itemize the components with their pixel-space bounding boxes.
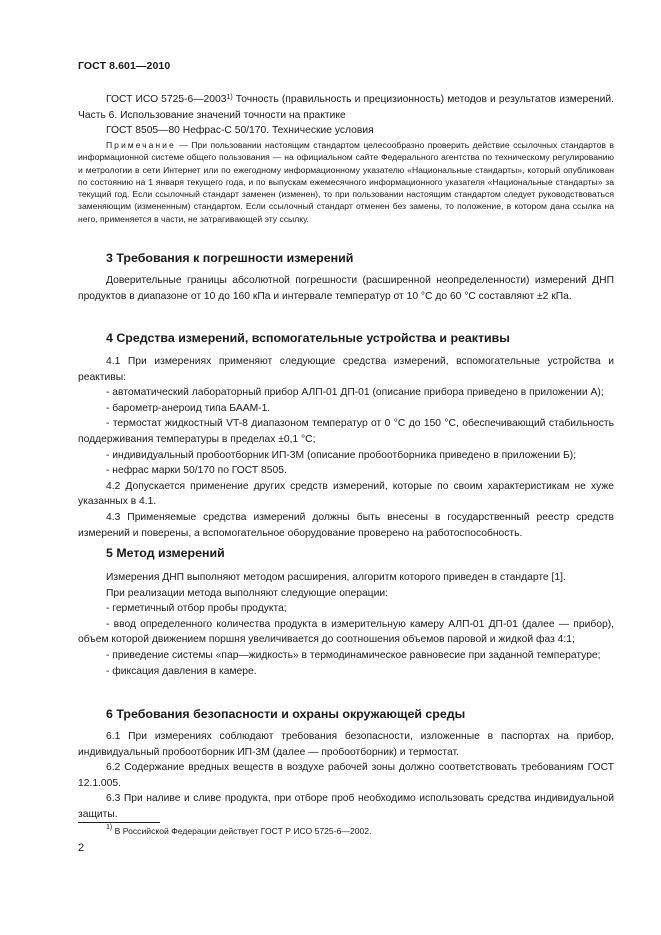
list-item: - нефрас марки 50/170 по ГОСТ 8505. [106,465,287,477]
footnote-mark: 1) [106,824,113,831]
page-number: 2 [78,842,85,854]
footnote-divider [78,822,160,823]
section-4-body: 4.1 При измерениях применяют следующие средства измерений, вспомогательные устройства и реактивы: - автоматический лабораторный прибор АЛП-01 ДП-01 (описание прибора приведено в приложении А); - барометр-анероид типа БААМ-1. - термостат жидкостный VT-8 диапазоном температур от 0 °С до 150 °С, обеспечивающий стабильность поддерживания температуры в пределах ±0,1 °С; - индивидуальный пробоотборник ИП-3М (описание пробоотборника приведено в приложении Б); - нефрас марки 50/170 по ГОСТ 8505. 4.2 Допускается применение других средств измерений, которые по своим характеристикам не хуже указанных в 4.1. 4.3 Применяемые средства измерений должны быть внесены в государственный реестр средств измерений и поверены, а вспомогательное оборудование проверено на работоспособность. [78,356,614,539]
normative-references [78,92,614,139]
reference-item: ГОСТ ИСО 5725-6—2003$^{1)}$ Точность (правильность и прецизионность) методов и результатов измерений. Часть 6. Использование значений точности на практике [78,94,614,121]
list-item: - автоматический лабораторный прибор АЛП-01 ДП-01 (описание прибора приведено в приложении А); [106,387,604,399]
section-6-body: 6.1 При измерениях соблюдают требования безопасности, изложенные в паспортах на прибор, индивидуальный пробоотборник ИП-3М (далее — пробоотборник) и термостат. 6.2 Содержание вредных веществ в воздухе рабочей зоны должно соответствовать требованиям ГОСТ 12.1.005. 6.3 При наливе и сливе продукта, при отборе проб необходимо использовать средства индивидуальной защиты. [78,731,614,820]
list-item: - индивидуальный пробоотборник ИП-3М (описание пробоотборника приведено в приложении Б); [106,449,577,461]
section-3-body: Доверительные границы абсолютной погрешности (расширенной неопределенности) измерений ДНП продуктов в диапазоне от 10 до 160 кПа и интервале температур от 10 °С до 60 °С составляют ±2 кПа. [78,275,614,302]
list-item: - термостат жидкостный VT-8 диапазоном температур от 0 °С до 150 °С, обеспечивающий стабильность поддерживания температуры в пределах ±0,1 °С; [78,418,614,445]
footnote-mark: 1) [226,94,233,101]
note-block [78,139,614,225]
document-code: ГОСТ 8.601—2010 [78,60,171,72]
section-6-title: 6 Требования безопасности и охраны окружающей среды [106,707,466,721]
list-item: - приведение системы «пар—жидкость» в термодинамическое равновесие при заданной температуре; [106,649,601,661]
list-item: - фиксация давления в камере. [106,665,257,677]
note-text: — При пользовании настоящим стандартом целесообразно проверить действие ссылочных стандартов в информационной системе общего пользования — на официальном сайте Федерального агентства по техническому регулированию и метрологии в сети Интернет или по ежегодному информационному указателю «Национальные стандарты», который опубликован по состоянию на 1 января текущего года, и по выпускам ежемесячного информационного указателя «Национальные стандарты» за текущий год. Если ссылочный стандарт заменен (изменен), то при пользовании настоящим стандартом следует руководствоваться заменяющим (измененным) стандартом. Если ссылочный стандарт отменен без замены, то положение, в котором дана ссылка на него, применяется в части, не затрагивающей эту ссылку. [78,140,614,224]
footnote: $^{1)}$ В Российской Федерации действует ГОСТ Р ИСО 5725-6—2002. [106,824,372,836]
list-item: - барометр-анероид типа БААМ-1. [106,402,271,414]
note-label: Примечание [106,140,176,150]
section-3-title: 3 Требования к погрешности измерений [106,251,354,265]
section-4-title: 4 Средства измерений, вспомогательные устройства и реактивы [106,331,510,345]
list-item: - ввод определенного количества продукта в измерительную камеру АЛП-01 ДП-01 (далее — прибор), объем которой движением поршня увеличивается до соотношения объемов паровой и жидкой фаз 4:1; [78,618,614,646]
list-item: - герметичный отбор пробы продукта; [106,603,287,615]
section-5-title: 5 Метод измерений [106,546,225,560]
reference-item: ГОСТ 8505—80 Нефрас-С 50/170. Технические условия [106,125,374,137]
section-5-body: Измерения ДНП выполняют методом расширения, алгоритм которого приведен в стандарте [1]. При реализации метода выполняют следующие операции: - герметичный отбор пробы продукта; - ввод определенного количества продукта в измерительную камеру АЛП-01 ДП-01 (далее — прибор), объем которой движением поршня увеличивается до соотношения объемов паровой и жидкой фаз 4:1; - приведение системы «пар—жидкость» в термодинамическое равновесие при заданной температуре; - фиксация давления в камере. [78,570,614,679]
